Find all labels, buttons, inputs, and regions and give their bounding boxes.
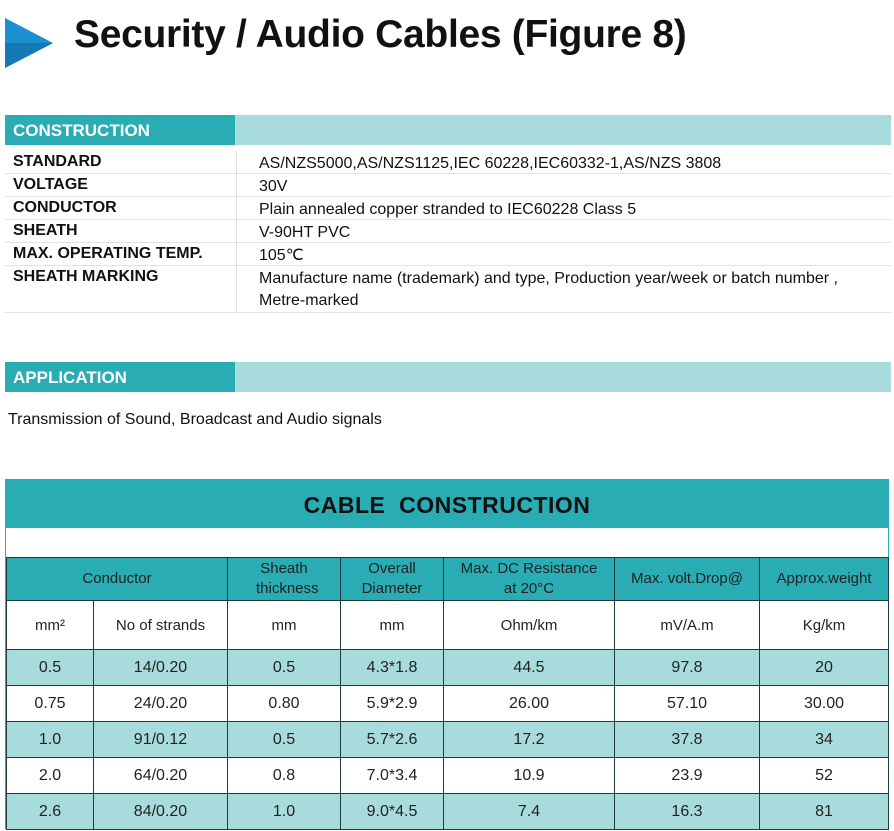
unit-cell: No of strands	[94, 601, 228, 650]
header-conductor: Conductor	[7, 558, 228, 601]
table-cell: 9.0*4.5	[341, 794, 444, 830]
table-cell: 84/0.20	[94, 794, 228, 830]
page-title: Security / Audio Cables (Figure 8)	[74, 13, 687, 56]
table-cell: 52	[760, 758, 889, 794]
construction-heading: CONSTRUCTION	[13, 121, 150, 140]
table-header-row	[7, 558, 889, 601]
table-row	[7, 794, 889, 830]
page-header	[0, 0, 894, 80]
construction-label: STANDARD	[13, 153, 102, 170]
table-cell: 37.8	[615, 722, 760, 758]
construction-row-temp	[5, 243, 891, 266]
unit-cell: mm²	[7, 601, 94, 650]
construction-label: SHEATH	[13, 222, 78, 239]
header-weight: Approx.weight	[760, 558, 889, 601]
table-cell: 23.9	[615, 758, 760, 794]
table-cell: 0.80	[228, 686, 341, 722]
construction-value: AS/NZS5000,AS/NZS1125,IEC 60228,IEC60332-1,AS/NZS 3808	[259, 155, 722, 172]
table-cell: 0.8	[228, 758, 341, 794]
table-cell: 1.0	[228, 794, 341, 830]
cable-spec-grid	[6, 557, 889, 830]
header-sheath-thickness: Sheath thickness	[228, 558, 341, 601]
table-cell: 4.3*1.8	[341, 650, 444, 686]
table-units-row	[7, 601, 889, 650]
table-cell: 0.5	[228, 650, 341, 686]
table-cell: 7.0*3.4	[341, 758, 444, 794]
application-heading: APPLICATION	[13, 368, 127, 387]
cable-construction-title: CABLE CONSTRUCTION	[303, 492, 591, 518]
construction-value: 30V	[259, 178, 288, 195]
table-cell: 0.5	[7, 650, 94, 686]
table-row	[7, 722, 889, 758]
table-spacer	[6, 528, 888, 556]
unit-cell: mm	[341, 601, 444, 650]
table-row	[7, 650, 889, 686]
table-cell: 97.8	[615, 650, 760, 686]
table-cell: 26.00	[444, 686, 615, 722]
construction-section-header	[5, 115, 891, 145]
table-cell: 2.0	[7, 758, 94, 794]
header-overall-diameter: Overall Diameter	[341, 558, 444, 601]
construction-row-standard	[5, 151, 891, 174]
header-volt-drop: Max. volt.Drop@	[615, 558, 760, 601]
construction-value: V-90HT PVC	[259, 224, 351, 241]
table-row	[7, 686, 889, 722]
table-cell: 5.7*2.6	[341, 722, 444, 758]
construction-row-sheath	[5, 220, 891, 243]
construction-value: Manufacture name (trademark) and type, Production year/week or batch number , Metre-marked	[259, 270, 838, 309]
construction-label: SHEATH MARKING	[13, 268, 159, 285]
application-tab	[5, 362, 235, 392]
table-cell: 7.4	[444, 794, 615, 830]
table-cell: 44.5	[444, 650, 615, 686]
construction-row-conductor	[5, 197, 891, 220]
construction-label: MAX. OPERATING TEMP.	[13, 245, 203, 262]
construction-tab	[5, 115, 235, 145]
table-cell: 14/0.20	[94, 650, 228, 686]
construction-label: VOLTAGE	[13, 176, 88, 193]
table-cell: 10.9	[444, 758, 615, 794]
table-cell: 64/0.20	[94, 758, 228, 794]
table-row	[7, 758, 889, 794]
unit-cell: mm	[228, 601, 341, 650]
table-cell: 20	[760, 650, 889, 686]
construction-value: 105℃	[259, 247, 304, 264]
cable-construction-title-bar	[6, 480, 888, 528]
construction-row-marking	[5, 266, 891, 313]
construction-row-voltage	[5, 174, 891, 197]
table-cell: 0.75	[7, 686, 94, 722]
construction-label: CONDUCTOR	[13, 199, 117, 216]
unit-cell: Kg/km	[760, 601, 889, 650]
construction-list	[5, 151, 891, 313]
table-cell: 5.9*2.9	[341, 686, 444, 722]
unit-cell: mV/A.m	[615, 601, 760, 650]
table-cell: 81	[760, 794, 889, 830]
table-cell: 2.6	[7, 794, 94, 830]
table-cell: 30.00	[760, 686, 889, 722]
play-triangle-icon	[5, 18, 53, 68]
table-cell: 0.5	[228, 722, 341, 758]
table-cell: 91/0.12	[94, 722, 228, 758]
unit-cell: Ohm/km	[444, 601, 615, 650]
header-resistance: Max. DC Resistance at 20°C	[444, 558, 615, 601]
application-section-header	[5, 362, 891, 392]
application-text: Transmission of Sound, Broadcast and Audio signals	[8, 411, 382, 428]
table-cell: 34	[760, 722, 889, 758]
table-cell: 17.2	[444, 722, 615, 758]
cable-construction-table	[5, 479, 889, 829]
table-cell: 57.10	[615, 686, 760, 722]
table-cell: 24/0.20	[94, 686, 228, 722]
table-cell: 16.3	[615, 794, 760, 830]
construction-value: Plain annealed copper stranded to IEC60228 Class 5	[259, 201, 637, 218]
table-cell: 1.0	[7, 722, 94, 758]
